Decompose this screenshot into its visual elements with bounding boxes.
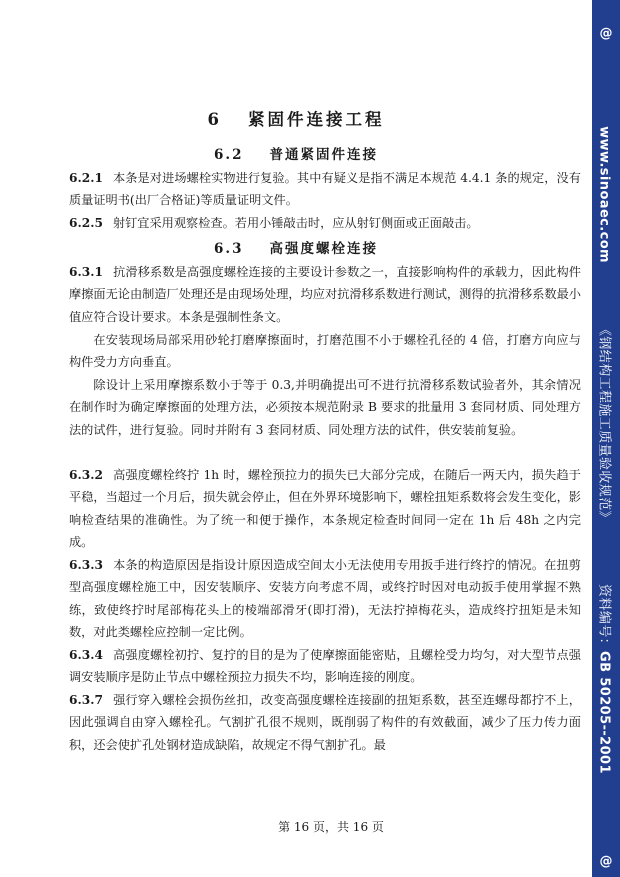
chapter-number: 6 bbox=[207, 110, 222, 129]
clause-number: 6.3.1 bbox=[69, 265, 103, 279]
chapter-title-text: 紧固件连接工程 bbox=[247, 110, 385, 129]
side-banner-text bbox=[597, 126, 616, 774]
paragraph-6-3-1-c bbox=[69, 374, 581, 441]
section-number: 6.2 bbox=[214, 147, 244, 163]
section-title: 普通紧固件连接 bbox=[269, 147, 378, 163]
clause-number: 6.2.5 bbox=[69, 216, 103, 230]
paragraph-6-3-4 bbox=[69, 644, 581, 689]
paragraph-6-2-1 bbox=[69, 167, 581, 212]
clause-text: 高强度螺栓初拧、复拧的目的是为了使摩擦面能密贴，且螺栓受力均匀，对大型节点强调安装顺序是防止节点中螺栓预拉力损失不均，影响连接的刚度。 bbox=[69, 648, 581, 685]
clause-number: 6.2.1 bbox=[69, 171, 103, 185]
page-footer: 第 16 页，共 16 页 bbox=[278, 820, 384, 834]
clause-text: 本条的构造原因是指设计原因造成空间太小无法使用专用扳手进行终拧的情况。在扭剪型高强度螺栓施工中，因安装顺序、安装方向考虑不周，或终拧时因对电动扳手使用掌握不熟练，致使终拧时尾部梅花头上的棱端部滑牙(即打滑)，无法拧掉梅花头，造成终拧扭矩是未知数，对此类螺栓应控制一定比例。 bbox=[69, 558, 581, 640]
clause-text: 强行穿入螺栓会损伤丝扣，改变高强度螺栓连接副的扭矩系数，甚至连螺母都拧不上，因此强调自由穿入螺栓孔。气割扩孔很不规则，既削弱了构件的有效截面，减少了压力传力面积，还会使扩孔处钢材造成缺陷，故规定不得气割扩孔。最 bbox=[69, 693, 581, 752]
section-heading-6-3 bbox=[0, 237, 592, 257]
paragraph-6-3-2 bbox=[69, 464, 581, 554]
side-banner bbox=[592, 0, 620, 877]
clause-number: 6.3.7 bbox=[69, 693, 103, 707]
paragraph-6-3-3 bbox=[69, 554, 581, 644]
paragraph-text: 在安装现场局部采用砂轮打磨摩擦面时，打磨范围不小于螺栓孔径的 4 倍，打磨方向应与构件受力方向垂直。 bbox=[69, 333, 581, 370]
chapter-title bbox=[0, 106, 592, 130]
paragraph-6-3-1 bbox=[69, 261, 581, 328]
paragraph-text: 除设计上采用摩擦系数小于等于 0.3,并明确提出可不进行抗滑移系数试验者外，其余情况在制作时为确定摩擦面的处理方法，必须按本规范附录 B 要求的批量用 3 套同材质、同处理方法的试件，进行复验。同时并附有 3 套同材质、同处理方法的试件，供安装前复验。 bbox=[69, 378, 581, 437]
code-label: 资料编号： bbox=[596, 584, 612, 652]
clause-text: 抗滑移系数是高强度螺栓连接的主要设计参数之一，直接影响构件的承载力，因此构件摩擦面无论由制造厂处理还是由现场处理，均应对抗滑移系数进行测试，测得的抗滑移系数最小值应符合设计要求。本条是强制性条文。 bbox=[69, 265, 581, 324]
clause-text: 本条是对进场螺栓实物进行复验。其中有疑义是指不满足本规范 4.4.1 条的规定，没有质量证明书(出厂合格证)等质量证明文件。 bbox=[69, 171, 581, 208]
section-title: 高强度螺栓连接 bbox=[269, 241, 378, 257]
book-title: 《钢结构工程施工质量验收规范》 bbox=[596, 323, 612, 525]
clause-text: 高强度螺栓终拧 1h 时，螺栓预拉力的损失已大部分完成，在随后一两天内，损失趋于平稳，当超过一个月后，损失就会停止，但在外界环境影响下，螺栓扭矩系数将会发生变化，影响检查结果的准确性。为了统一和便于操作，本条规定检查时间同一定在 1h 后 48h 之内完成。 bbox=[69, 468, 581, 550]
section-heading-6-2 bbox=[0, 143, 592, 163]
paragraph-6-3-1-b bbox=[69, 329, 581, 374]
at-symbol-top: @ bbox=[599, 26, 613, 41]
paragraph-6-3-7 bbox=[69, 689, 581, 756]
clause-number: 6.3.4 bbox=[69, 648, 103, 662]
site-url[interactable]: www.sinoaec.com bbox=[596, 126, 612, 263]
clause-text: 射钉宜采用观察检查。若用小锤敲击时，应从射钉侧面或正面敲击。 bbox=[112, 216, 479, 230]
clause-number: 6.3.3 bbox=[69, 558, 103, 572]
section-number: 6.3 bbox=[214, 241, 244, 257]
at-symbol-bottom: @ bbox=[599, 854, 613, 869]
paragraph-6-2-5 bbox=[69, 212, 581, 234]
clause-number: 6.3.2 bbox=[69, 468, 103, 482]
standard-code: GB 50205--2001 bbox=[596, 651, 612, 774]
